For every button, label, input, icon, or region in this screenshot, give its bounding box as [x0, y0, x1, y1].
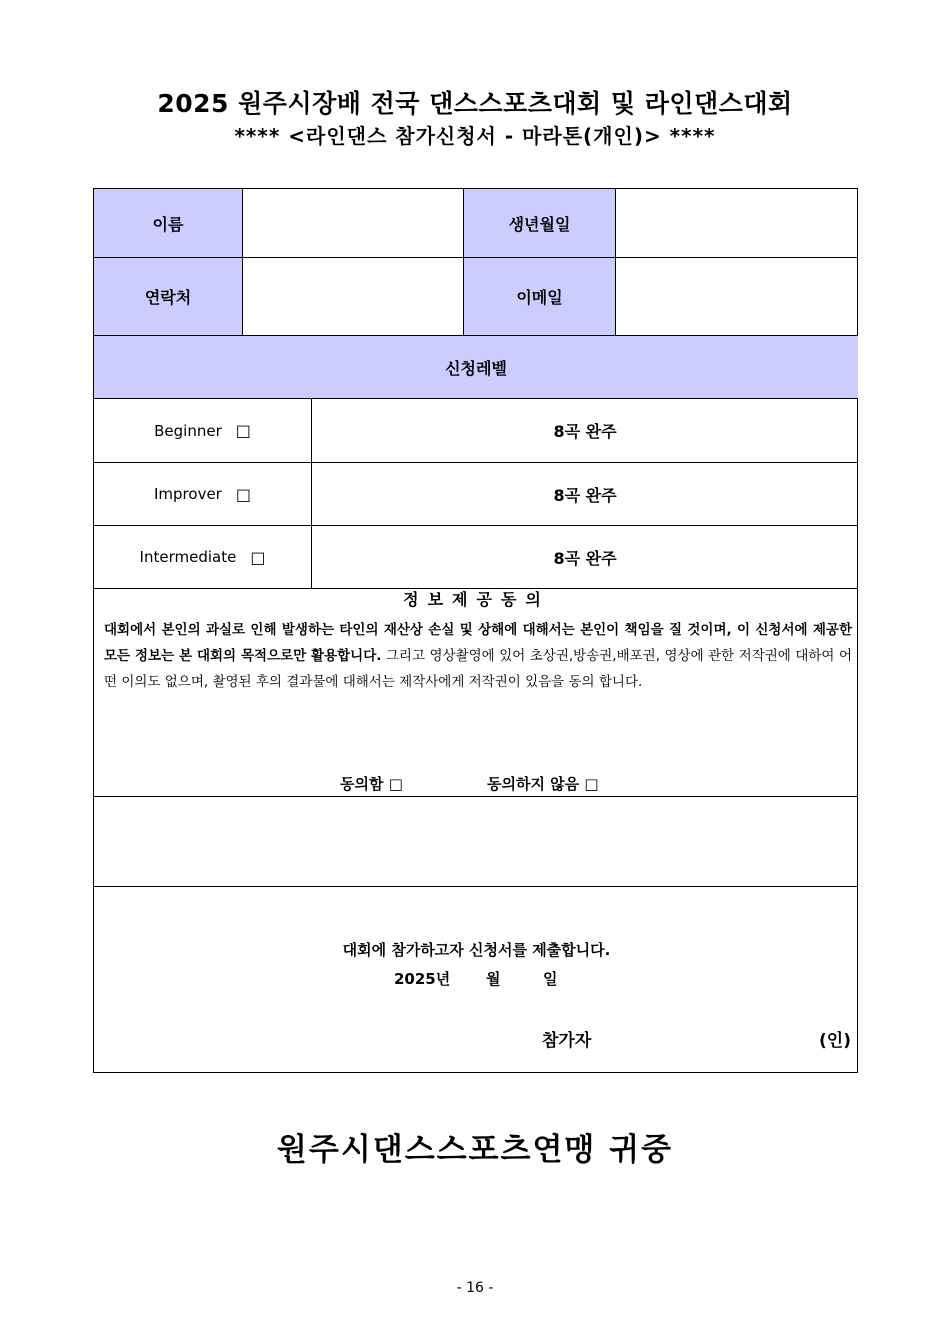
- name-field[interactable]: [242, 189, 463, 257]
- level-option-intermediate[interactable]: [94, 525, 311, 589]
- document-subtitle: **** <라인댄스 참가신청서 - 마라톤(개인)> ****: [234, 124, 716, 148]
- level-name: Beginner: [154, 421, 222, 440]
- consent-text: [104, 617, 852, 695]
- level-checkbox[interactable]: □: [235, 484, 251, 504]
- page-number: - 16 -: [456, 1280, 494, 1296]
- agree-checkbox[interactable]: 동의함 □: [340, 775, 403, 793]
- level-checkbox[interactable]: □: [235, 421, 251, 440]
- email-field[interactable]: [615, 257, 858, 335]
- date-year: 2025년: [394, 970, 451, 988]
- application-form: [93, 188, 858, 1073]
- recipient: 원주시댄스스포츠연맹 귀중: [276, 1132, 674, 1168]
- birth-field[interactable]: [615, 189, 858, 257]
- email-label: 이메일: [463, 257, 615, 335]
- level-option-beginner[interactable]: [94, 399, 311, 462]
- birth-label: 생년월일: [463, 189, 615, 257]
- disagree-checkbox[interactable]: 동의하지 않음 □: [487, 775, 599, 793]
- submission-statement: 대회에 참가하고자 신청서를 제출합니다.: [342, 941, 611, 959]
- consent-title: 정보제공동의: [403, 590, 550, 609]
- seal-label: (인): [819, 1031, 851, 1051]
- consent-text-normal: 그리고 영상촬영에 있어 초상권,방송권,배포권, 영상에 관한 저작권에 대하여 어떤 이의도 없으며, 촬영된 후의 결과물에 대해서는 제작사에게 저작권이 있음을 동의 합니다.: [104, 648, 852, 690]
- contact-label: 연락처: [94, 257, 242, 335]
- level-songs: 8곡 완주: [311, 525, 858, 589]
- document-title: 2025 원주시장배 전국 댄스스포츠대회 및 라인댄스대회: [157, 89, 793, 118]
- participant-label: 참가자: [542, 1031, 592, 1051]
- blank-area: [94, 796, 858, 887]
- level-songs: 8곡 완주: [311, 399, 858, 462]
- contact-field[interactable]: [242, 257, 463, 335]
- date-day: 일: [543, 970, 558, 988]
- level-option-improver[interactable]: [94, 462, 311, 525]
- consent-text-bold: 대회에서 본인의 과실로 인해 발생하는 타인의 재산상 손실 및 상해에 대해서는 본인이 책임을 질 것이며, 이 신청서에 제공한 모든 정보는 본 대회의 목적으로만 활용합니다.: [104, 622, 852, 664]
- date-month: 월: [486, 970, 501, 988]
- level-songs: 8곡 완주: [311, 462, 858, 525]
- level-checkbox[interactable]: □: [250, 547, 266, 567]
- level-name: Improver: [154, 485, 222, 503]
- level-header: 신청레벨: [94, 335, 858, 399]
- level-name: Intermediate: [139, 548, 237, 566]
- name-label: 이름: [94, 189, 242, 257]
